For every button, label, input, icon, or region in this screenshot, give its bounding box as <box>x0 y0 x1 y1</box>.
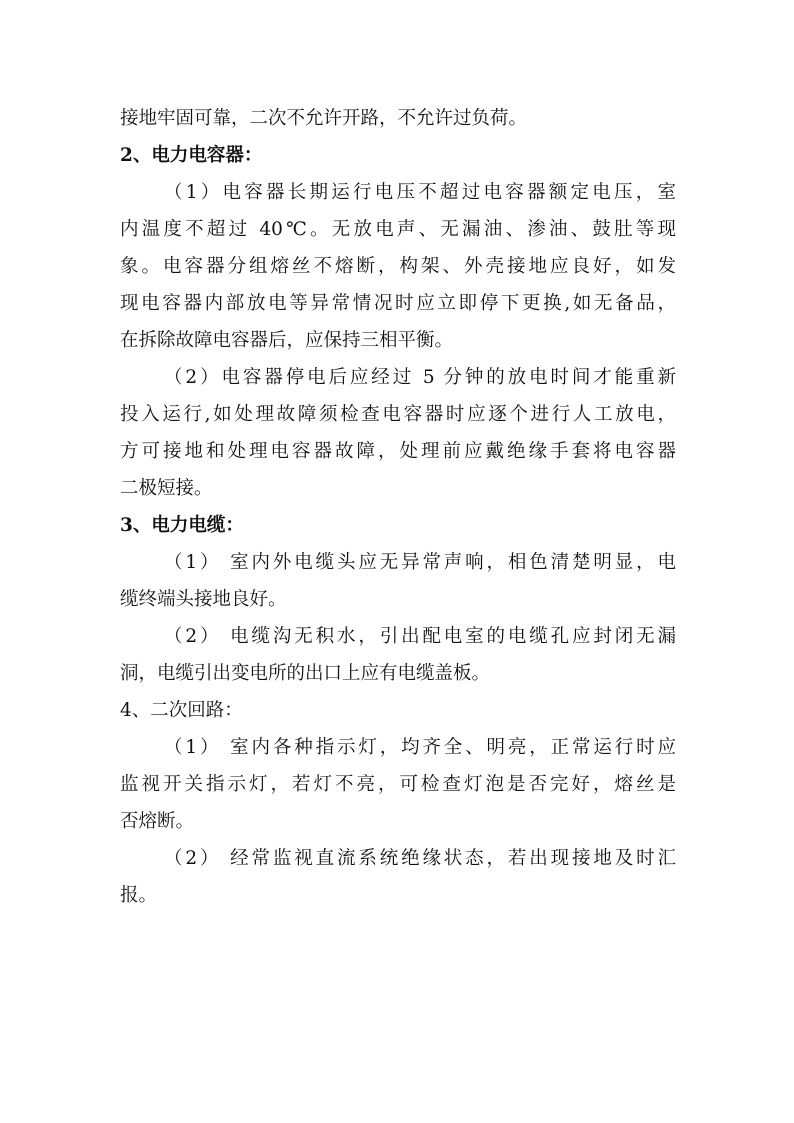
text-line-18: （1） 室内各种指示灯，均齐全、明亮，正常运行时应 <box>164 737 676 758</box>
section-heading-cable: 3、电力电缆： <box>120 515 244 536</box>
text-line-5: 象。电容器分组熔丝不熔断，构架、外壳接地应良好，如发 <box>120 256 676 277</box>
text-line-14: 缆终端头接地良好。 <box>120 589 287 610</box>
text-line-19: 监视开关指示灯，若灯不亮，可检查灯泡是否完好，熔丝是 <box>120 774 676 795</box>
text-line-15: （2） 电缆沟无积水，引出配电室的电缆孔应封闭无漏 <box>164 626 676 647</box>
document-page <box>120 100 676 914</box>
text-line-6: 现电容器内部放电等异常情况时应立即停下更换,如无备品， <box>120 293 676 314</box>
text-line-10: 方可接地和处理电容器故障，处理前应戴绝缘手套将电容器 <box>120 441 676 462</box>
text-line-4: 内温度不超过 40℃。无放电声、无漏油、渗油、鼓肚等现 <box>120 219 676 240</box>
text-line-13: （1） 室内外电缆头应无异常声响，相色清楚明显，电 <box>164 552 676 573</box>
text-line-3: （1）电容器长期运行电压不超过电容器额定电压，室 <box>164 182 676 203</box>
text-line-7: 在拆除故障电容器后，应保持三相平衡。 <box>120 330 454 351</box>
text-line-20: 否熔断。 <box>120 811 195 832</box>
text-line-22: 报。 <box>120 885 158 906</box>
text-line-11: 二极短接。 <box>120 478 213 499</box>
text-line-9: 投入运行,如处理故障须检查电容器时应逐个进行人工放电， <box>120 404 676 425</box>
text-line-8: （2）电容器停电后应经过 5 分钟的放电时间才能重新 <box>164 367 676 388</box>
text-line-1: 接地牢固可靠，二次不允许开路，不允许过负荷。 <box>120 108 528 129</box>
section-heading-secondary-circuit: 4、二次回路： <box>120 700 243 721</box>
text-line-21: （2） 经常监视直流系统绝缘状态，若出现接地及时汇 <box>164 848 676 869</box>
section-heading-capacitor: 2、电力电容器： <box>120 145 263 166</box>
text-line-16: 洞，电缆引出变电所的出口上应有电缆盖板。 <box>120 663 491 684</box>
